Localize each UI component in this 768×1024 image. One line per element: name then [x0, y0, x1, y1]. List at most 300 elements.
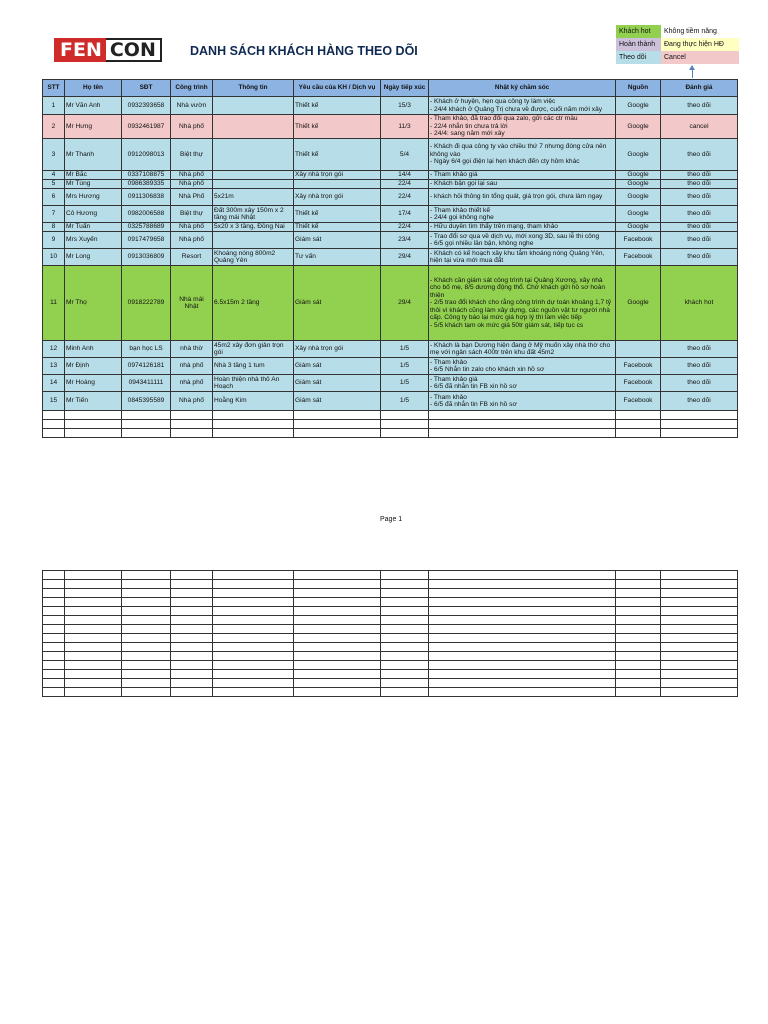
row-date: 14/4 — [381, 171, 429, 180]
row-date: 11/3 — [381, 115, 429, 139]
row-project: Nhà phố — [171, 180, 213, 189]
empty-cell — [429, 589, 616, 598]
empty-cell — [294, 661, 381, 670]
empty-cell — [213, 634, 294, 643]
empty-cell — [429, 670, 616, 679]
empty-cell — [43, 625, 65, 634]
row-date: 29/4 — [381, 266, 429, 341]
empty-cell — [213, 652, 294, 661]
company-logo — [54, 38, 162, 62]
row-request: Tư vấn — [294, 249, 381, 266]
empty-cell — [122, 625, 171, 634]
empty-cell — [429, 607, 616, 616]
empty-cell — [213, 420, 294, 429]
row-request: Giám sát — [294, 358, 381, 375]
empty-cell — [43, 652, 65, 661]
row-phone: 0917479658 — [122, 232, 171, 249]
row-name: Mr Hoàng — [65, 375, 122, 392]
empty-cell — [661, 616, 738, 625]
row-log: - Tham khảo giá - 6/5 đã nhắn tin FB xin hồ sơ — [429, 375, 616, 392]
table-row — [43, 97, 738, 115]
empty-cell — [381, 670, 429, 679]
row-info: Hoằng Kim — [213, 392, 294, 411]
row-phone: 0912098013 — [122, 139, 171, 171]
row-date: 22/4 — [381, 189, 429, 206]
table-row — [43, 341, 738, 358]
row-date: 17/4 — [381, 206, 429, 223]
row-name: Mr Long — [65, 249, 122, 266]
empty-cell — [65, 661, 122, 670]
empty-cell — [122, 688, 171, 697]
row-log: - Khách cần giám sát công trình tại Quảng Xương, xây nhà cho bố mẹ, 8/5 dương động thổ. Chờ khách gửi hồ sơ hoàn thiện - 2/5 trao đổi khách cho rằng công trình dự toán khoảng 1,7 tỷ thôi vì khách cũng làm xây dựng, các nguồn vật tư người nhà cấp. Công ty báo lại mức giá hợp lý thì làm việc tiếp - 5/5 khách tạm ok mức giá 50tr giám sát, tiếp tục cs — [429, 266, 616, 341]
row-name: Mr Thanh — [65, 139, 122, 171]
empty-cell — [122, 616, 171, 625]
row-stt: 2 — [43, 115, 65, 139]
row-evaluation: theo dõi — [661, 223, 738, 232]
row-info — [213, 97, 294, 115]
row-log: - Tham khảo giá — [429, 171, 616, 180]
row-phone: 0932461987 — [122, 115, 171, 139]
row-log: - khách hỏi thông tin tổng quát, giá trọn gói, chưa làm ngay — [429, 189, 616, 206]
row-stt: 4 — [43, 171, 65, 180]
row-request: Giám sát — [294, 392, 381, 411]
empty-cell — [661, 580, 738, 589]
row-log: - Tham khảo - 6/5 Nhắn tin zalo cho khách xin hồ sơ — [429, 358, 616, 375]
empty-cell — [616, 643, 661, 652]
row-project: Nhà vườn — [171, 97, 213, 115]
row-log: - Khách ở huyện, hẹn qua công ty làm việc - 24/4 khách ở Quảng Trị chưa về được, cuối năm mới xây — [429, 97, 616, 115]
empty-cell — [213, 616, 294, 625]
row-project: Nhà phố — [171, 171, 213, 180]
row-source: Facebook — [616, 358, 661, 375]
empty-cell — [171, 429, 213, 438]
legend-item: Theo dõi — [616, 51, 661, 64]
row-project: Resort — [171, 249, 213, 266]
row-source: Google — [616, 171, 661, 180]
table-row — [43, 232, 738, 249]
empty-cell — [122, 643, 171, 652]
row-evaluation: theo dõi — [661, 375, 738, 392]
empty-cell — [381, 429, 429, 438]
empty-cell — [171, 580, 213, 589]
empty-cell — [171, 607, 213, 616]
row-request: Giám sát — [294, 232, 381, 249]
row-info: 5x20 x 3 tầng, Đồng Nai — [213, 223, 294, 232]
empty-cell — [661, 571, 738, 580]
empty-cell — [661, 652, 738, 661]
empty-cell — [294, 670, 381, 679]
empty-cell — [616, 571, 661, 580]
empty-cell — [429, 598, 616, 607]
empty-cell — [171, 598, 213, 607]
row-info — [213, 139, 294, 171]
empty-cell — [429, 679, 616, 688]
empty-cell — [43, 643, 65, 652]
row-stt: 6 — [43, 189, 65, 206]
empty-cell — [65, 652, 122, 661]
row-info: Nhà 3 tầng 1 tum — [213, 358, 294, 375]
empty-cell — [616, 688, 661, 697]
row-source: Facebook — [616, 232, 661, 249]
row-log: - Hữu duyên tìm thấy trên mạng, tham khảo — [429, 223, 616, 232]
empty-cell — [429, 616, 616, 625]
empty-cell — [171, 643, 213, 652]
empty-cell — [381, 625, 429, 634]
table-row — [43, 266, 738, 341]
empty-cell — [171, 688, 213, 697]
empty-cell — [65, 634, 122, 643]
row-source: Facebook — [616, 375, 661, 392]
row-name: Mrs Hương — [65, 189, 122, 206]
row-info: Đất 300m xây 150m x 2 tầng mái Nhật — [213, 206, 294, 223]
row-request: Giám sát — [294, 266, 381, 341]
empty-cell — [43, 420, 65, 429]
empty-cell — [65, 625, 122, 634]
row-phone: 0982006588 — [122, 206, 171, 223]
row-date: 1/5 — [381, 392, 429, 411]
empty-cell — [616, 679, 661, 688]
row-date: 5/4 — [381, 139, 429, 171]
empty-cell — [122, 598, 171, 607]
row-phone: 0911306838 — [122, 189, 171, 206]
empty-cell — [381, 652, 429, 661]
row-project: Nhà mái Nhật — [171, 266, 213, 341]
row-name: Cô Hương — [65, 206, 122, 223]
empty-cell — [661, 429, 738, 438]
table-row — [43, 115, 738, 139]
up-arrow-icon — [692, 66, 693, 78]
logo-con: CON — [106, 38, 162, 62]
empty-cell — [429, 661, 616, 670]
empty-cell — [429, 688, 616, 697]
row-stt: 3 — [43, 139, 65, 171]
empty-row — [43, 571, 738, 580]
empty-cell — [43, 589, 65, 598]
row-info: 5x21m — [213, 189, 294, 206]
row-request: Xây nhà trọn gói — [294, 341, 381, 358]
empty-cell — [616, 429, 661, 438]
row-evaluation: theo dõi — [661, 189, 738, 206]
empty-cell — [294, 643, 381, 652]
row-phone: 0986389335 — [122, 180, 171, 189]
table-row — [43, 249, 738, 266]
empty-cell — [122, 580, 171, 589]
row-source: Google — [616, 206, 661, 223]
row-phone: 0943411111 — [122, 375, 171, 392]
empty-cell — [661, 634, 738, 643]
empty-cell — [616, 420, 661, 429]
empty-cell — [65, 616, 122, 625]
empty-cell — [171, 661, 213, 670]
row-source: Facebook — [616, 249, 661, 266]
row-request — [294, 180, 381, 189]
empty-cell — [661, 420, 738, 429]
row-evaluation: theo dõi — [661, 139, 738, 171]
row-project: Nhà phố — [171, 223, 213, 232]
empty-cell — [213, 598, 294, 607]
row-source: Google — [616, 223, 661, 232]
empty-cell — [381, 688, 429, 697]
row-phone: 0337108875 — [122, 171, 171, 180]
empty-cell — [661, 607, 738, 616]
header-info: Thông tin — [213, 80, 294, 97]
empty-cell — [661, 411, 738, 420]
empty-cell — [171, 571, 213, 580]
empty-cell — [381, 607, 429, 616]
row-log: - Tham khảo, đã trao đổi qua zalo, gửi các ctr mẫu - 22/4 nhắn tin chưa trả lời - 24/4: sang năm mới xây — [429, 115, 616, 139]
empty-cell — [661, 679, 738, 688]
empty-row — [43, 679, 738, 688]
row-request: Thiết kế — [294, 115, 381, 139]
header-source: Nguồn — [616, 80, 661, 97]
empty-cell — [213, 661, 294, 670]
row-project: nhà phố — [171, 358, 213, 375]
empty-cell — [122, 589, 171, 598]
row-source: Google — [616, 139, 661, 171]
row-date: 22/4 — [381, 223, 429, 232]
row-date: 1/5 — [381, 358, 429, 375]
empty-cell — [213, 571, 294, 580]
empty-cell — [65, 411, 122, 420]
row-phone: 0932393658 — [122, 97, 171, 115]
empty-row — [43, 429, 738, 438]
empty-cell — [381, 411, 429, 420]
row-phone: 0845395589 — [122, 392, 171, 411]
row-source: Facebook — [616, 392, 661, 411]
row-evaluation: theo dõi — [661, 206, 738, 223]
row-date: 1/5 — [381, 375, 429, 392]
empty-cell — [294, 679, 381, 688]
row-log: - Trao đổi sơ qua về dịch vụ, mới xong 3D, sau lễ thi công - 6/5 gọi nhiều lần bận, không nghe — [429, 232, 616, 249]
empty-row — [43, 652, 738, 661]
empty-cell — [616, 589, 661, 598]
empty-cell — [616, 616, 661, 625]
empty-cell — [213, 411, 294, 420]
row-info: 6.5x15m 2 tầng — [213, 266, 294, 341]
empty-cell — [65, 580, 122, 589]
row-date: 23/4 — [381, 232, 429, 249]
empty-cell — [43, 580, 65, 589]
empty-row — [43, 411, 738, 420]
empty-cell — [381, 616, 429, 625]
legend-item: Cancel — [661, 51, 739, 64]
empty-cell — [43, 616, 65, 625]
empty-cell — [213, 625, 294, 634]
empty-cell — [122, 670, 171, 679]
row-name: Minh Anh — [65, 341, 122, 358]
table-row — [43, 392, 738, 411]
empty-cell — [616, 411, 661, 420]
empty-cell — [429, 411, 616, 420]
row-name: Mr Văn Anh — [65, 97, 122, 115]
empty-cell — [429, 580, 616, 589]
table-row — [43, 223, 738, 232]
empty-cell — [171, 652, 213, 661]
empty-cell — [171, 670, 213, 679]
empty-cell — [661, 598, 738, 607]
empty-cell — [616, 625, 661, 634]
row-info — [213, 180, 294, 189]
empty-cell — [381, 643, 429, 652]
empty-cell — [43, 598, 65, 607]
row-evaluation: cancel — [661, 115, 738, 139]
row-source — [616, 341, 661, 358]
empty-cell — [43, 634, 65, 643]
row-stt: 8 — [43, 223, 65, 232]
row-log: - Tham khảo thiết kế - 24/4 gọi không nghe — [429, 206, 616, 223]
table-row — [43, 358, 738, 375]
row-stt: 15 — [43, 392, 65, 411]
empty-cell — [65, 643, 122, 652]
row-date: 29/4 — [381, 249, 429, 266]
empty-cell — [381, 634, 429, 643]
empty-cell — [616, 652, 661, 661]
empty-cell — [381, 661, 429, 670]
empty-cell — [171, 634, 213, 643]
row-source: Google — [616, 180, 661, 189]
row-name: Mr Tiến — [65, 392, 122, 411]
empty-row — [43, 643, 738, 652]
row-log: - Khách có kế hoạch xây khu tắm khoáng nóng Quảng Yên, hiện tại vừa mới mua đất — [429, 249, 616, 266]
empty-cell — [294, 607, 381, 616]
customer-table — [42, 79, 738, 438]
empty-cell — [381, 589, 429, 598]
empty-cell — [213, 607, 294, 616]
header-phone: SĐT — [122, 80, 171, 97]
row-name: Mr Bắc — [65, 171, 122, 180]
row-info — [213, 232, 294, 249]
empty-cell — [65, 607, 122, 616]
empty-cell — [429, 429, 616, 438]
row-source: Google — [616, 266, 661, 341]
row-info — [213, 115, 294, 139]
empty-cell — [43, 688, 65, 697]
empty-cell — [429, 634, 616, 643]
row-phone: 0974126181 — [122, 358, 171, 375]
empty-cell — [213, 679, 294, 688]
empty-cell — [213, 688, 294, 697]
row-info: 45m2 xây đơn giản trọn gói — [213, 341, 294, 358]
row-phone: bạn học LS — [122, 341, 171, 358]
row-source: Google — [616, 115, 661, 139]
row-phone: 0325788689 — [122, 223, 171, 232]
header-project: Công trình — [171, 80, 213, 97]
empty-cell — [65, 598, 122, 607]
table-row — [43, 171, 738, 180]
empty-cell — [122, 679, 171, 688]
header-evaluation: Đánh giá — [661, 80, 738, 97]
row-source: Google — [616, 189, 661, 206]
row-stt: 1 — [43, 97, 65, 115]
row-project: nhà phố — [171, 375, 213, 392]
empty-row — [43, 661, 738, 670]
row-stt: 7 — [43, 206, 65, 223]
empty-cell — [171, 616, 213, 625]
empty-cell — [43, 679, 65, 688]
empty-row — [43, 670, 738, 679]
empty-cell — [294, 580, 381, 589]
empty-cell — [65, 420, 122, 429]
empty-cell — [381, 420, 429, 429]
empty-cell — [616, 598, 661, 607]
empty-cell — [294, 616, 381, 625]
row-info — [213, 171, 294, 180]
row-request: Thiết kế — [294, 97, 381, 115]
empty-cell — [43, 661, 65, 670]
empty-cell — [122, 634, 171, 643]
empty-cell — [43, 670, 65, 679]
row-request: Xây nhà trọn gói — [294, 189, 381, 206]
row-date: 1/5 — [381, 341, 429, 358]
row-stt: 14 — [43, 375, 65, 392]
row-stt: 12 — [43, 341, 65, 358]
empty-cell — [294, 634, 381, 643]
empty-cell — [429, 643, 616, 652]
row-request: Thiết kế — [294, 206, 381, 223]
empty-row — [43, 634, 738, 643]
empty-cell — [43, 429, 65, 438]
empty-cell — [43, 571, 65, 580]
row-evaluation: theo dõi — [661, 180, 738, 189]
row-evaluation: theo dõi — [661, 171, 738, 180]
empty-cell — [213, 670, 294, 679]
header-log: Nhật ký chăm sóc — [429, 80, 616, 97]
row-log: - Khách là bạn Dương hiện đang ở Mỹ muốn xây nhà thờ cho mẹ với ngân sách 400tr trên khu đất 45m2 — [429, 341, 616, 358]
table-header-row — [43, 80, 738, 97]
empty-cell — [294, 625, 381, 634]
empty-cell — [122, 571, 171, 580]
row-project: nhà thờ — [171, 341, 213, 358]
empty-cell — [122, 661, 171, 670]
empty-cell — [661, 661, 738, 670]
row-name: Mr Tuấn — [65, 223, 122, 232]
row-source: Google — [616, 97, 661, 115]
table-row — [43, 189, 738, 206]
row-project: Nhà Phố — [171, 189, 213, 206]
legend-item: Khách hot — [616, 25, 661, 38]
row-project: Nhà phố — [171, 392, 213, 411]
empty-cell — [661, 688, 738, 697]
row-project: Biệt thự — [171, 139, 213, 171]
empty-cell — [122, 652, 171, 661]
empty-cell — [65, 571, 122, 580]
row-request: Thiết kế — [294, 223, 381, 232]
row-date: 22/4 — [381, 180, 429, 189]
row-name: Mr Định — [65, 358, 122, 375]
legend-item: Không tiềm năng — [661, 25, 739, 38]
empty-cell — [294, 429, 381, 438]
empty-cell — [65, 589, 122, 598]
empty-cell — [294, 589, 381, 598]
row-name: Mr Thọ — [65, 266, 122, 341]
row-log: - Khách đi qua công ty vào chiều thứ 7 nhưng đóng cửa nên không vào - Ngày 6/4 gọi điện lại hẹn khách đến cty hôm khác — [429, 139, 616, 171]
row-phone: 0913036809 — [122, 249, 171, 266]
empty-cell — [65, 670, 122, 679]
empty-row — [43, 580, 738, 589]
empty-cell — [616, 607, 661, 616]
row-evaluation: khách hot — [661, 266, 738, 341]
row-stt: 5 — [43, 180, 65, 189]
empty-cell — [171, 411, 213, 420]
empty-cell — [213, 589, 294, 598]
table-row — [43, 180, 738, 189]
table-row — [43, 206, 738, 223]
empty-cell — [661, 670, 738, 679]
empty-cell — [65, 679, 122, 688]
row-name: Mr Tùng — [65, 180, 122, 189]
row-log: - Tham khảo - 6/5 đã nhắn tin FB xin hồ sơ — [429, 392, 616, 411]
table-row — [43, 375, 738, 392]
